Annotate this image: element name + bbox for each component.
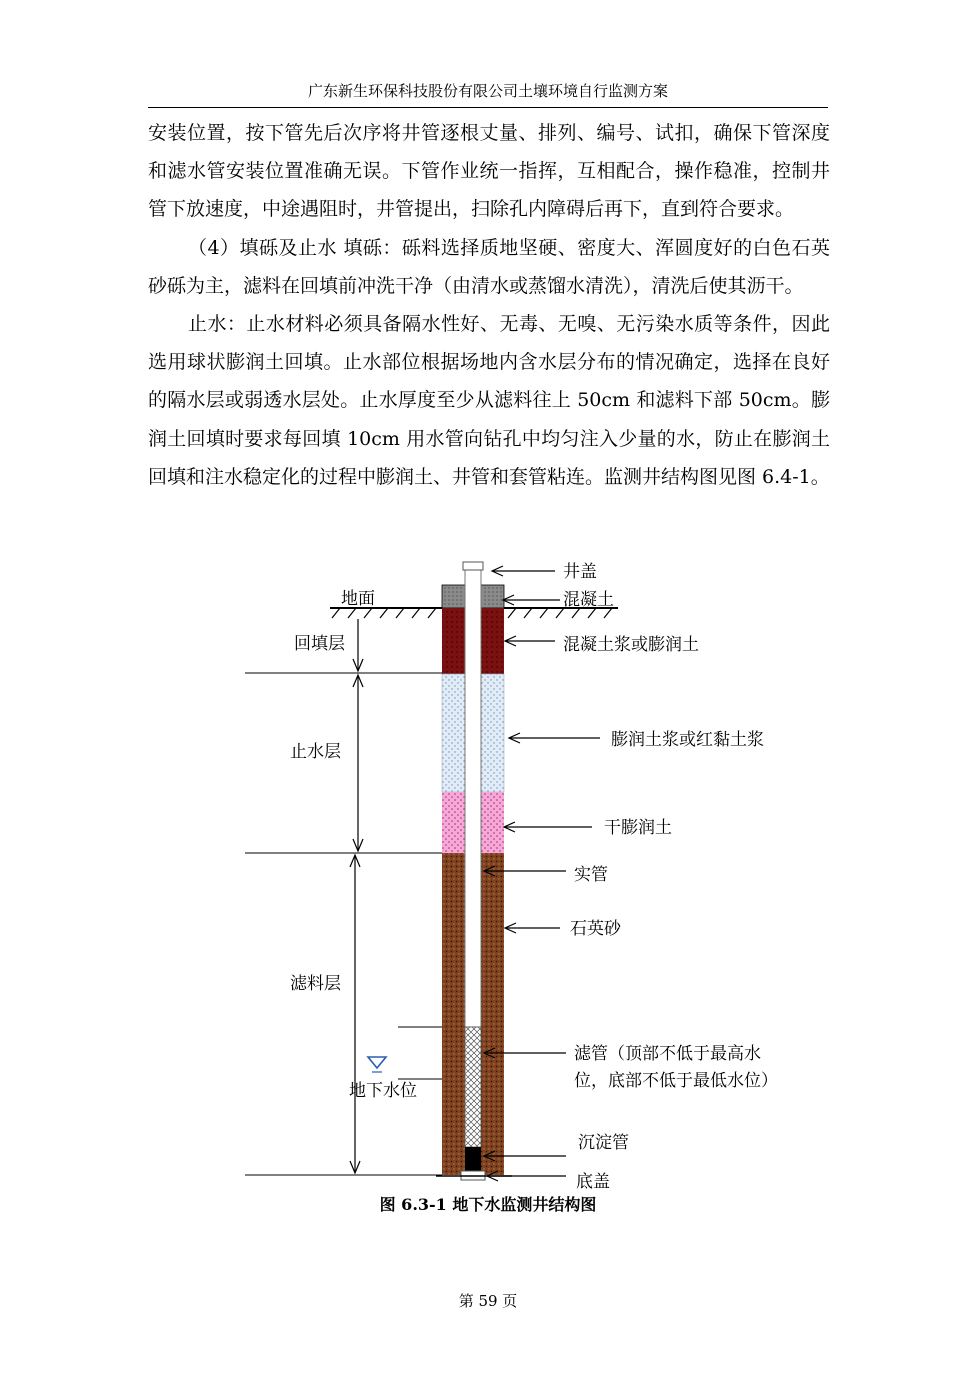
dry-bentonite-layer-left — [442, 792, 465, 853]
label-sump: 沉淀管 — [578, 1133, 629, 1153]
quartz-layer-right — [481, 853, 504, 1175]
filter-screen — [465, 1027, 481, 1147]
label-slurry: 膨润土浆或红黏土浆 — [611, 730, 764, 750]
label-concrete: 混凝土 — [563, 590, 614, 610]
page-header: 广东新生环保科技股份有限公司土壤环境自行监测方案 — [148, 80, 828, 108]
paragraph-2: （4）填砾及止水 填砾：砾料选择质地坚硬、密度大、浑圆度好的白色石英砂砾为主，滤料在回填前冲洗干净（由清水或蒸馏水清洗），清洗后使其沥干。 — [148, 236, 830, 297]
label-backfill: 回填层 — [294, 634, 345, 654]
sump-pipe — [465, 1147, 481, 1171]
label-seal: 止水层 — [290, 742, 341, 762]
label-screen-line1: 滤管（顶部不低于最高水 — [574, 1044, 761, 1064]
grout-layer-right — [481, 608, 504, 674]
label-quartz: 石英砂 — [570, 919, 621, 939]
label-grout: 混凝土浆或膨润土 — [563, 635, 699, 655]
seal-dimension — [353, 675, 363, 851]
label-cap: 井盖 — [563, 562, 597, 582]
label-water-table: 地下水位 — [349, 1081, 417, 1101]
well-cap — [463, 562, 483, 570]
label-bottom-cap: 底盖 — [576, 1172, 610, 1192]
paragraph-3: 止水：止水材料必须具备隔水性好、无毒、无嗅、无污染水质等条件，因此选用球状膨润土回填。止水部位根据场地内含水层分布的情况确定，选择在良好的隔水层或弱透水层处。止水厚度至少从滤料往上 50cm 和滤料下部 50cm。膨润土回填时要求每回填 10cm 用水管向钻孔中均匀注入少量的水，防止在膨润土回填和注水稳定化的过程中膨润土、井管和套管粘连。监测井结构图见图 6.4-1。 — [148, 313, 830, 488]
slurry-layer-right — [481, 674, 504, 792]
dry-bentonite-layer-right — [481, 792, 504, 853]
concrete-layer-left — [442, 585, 465, 608]
solid-pipe — [465, 567, 481, 1027]
backfill-dimension — [353, 619, 363, 671]
label-ground: 地面 — [341, 589, 375, 609]
filter-dimension — [350, 855, 360, 1173]
water-table-icon — [368, 1057, 386, 1072]
label-solid-pipe: 实管 — [574, 865, 608, 885]
label-screen-line2: 位，底部不低于最低水位） — [574, 1071, 778, 1091]
quartz-layer-left — [442, 853, 465, 1175]
figure-caption: 图 6.3-1 地下水监测井结构图 — [379, 1195, 597, 1214]
label-dry-bentonite: 干膨润土 — [604, 818, 672, 838]
concrete-layer-right — [481, 585, 504, 608]
body-text — [148, 114, 830, 496]
slurry-layer-left — [442, 674, 465, 792]
paragraph-1: 安装位置，按下管先后次序将井管逐根丈量、排列、编号、试扣，确保下管深度和滤水管安装位置准确无误。下管作业统一指挥，互相配合，操作稳准，控制井管下放速度，中途遇阻时，井管提出，扫除孔内障碍后再下，直到符合要求。 — [148, 122, 830, 221]
grout-layer-left — [442, 608, 465, 674]
label-filter: 滤料层 — [290, 974, 341, 994]
well-structure-diagram — [0, 555, 976, 1215]
page-number: 第 59 页 — [458, 1292, 518, 1310]
